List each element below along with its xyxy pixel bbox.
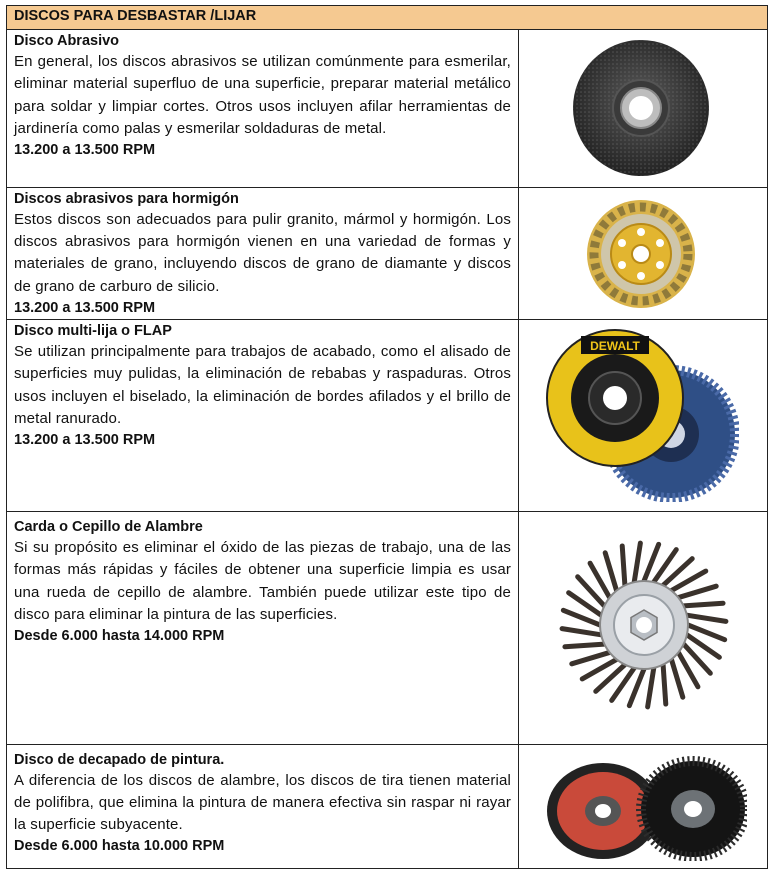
item-title: Disco de decapado de pintura. — [14, 751, 225, 768]
item-description: Si su propósito es eliminar el óxido de las piezas de trabajo, una de las formas más rápidas y fáciles de obtener una superficie limpia es usar una rueda de cepillo de alambre. También puede utilizar este tipo de disco para eliminar la pintura de las superficies. — [14, 539, 511, 623]
item-description: Se utilizan principalmente para trabajos de acabado, como el alisado de superficies muy pulidas, la eliminación de rebabas y raspaduras. Otros usos incluyen el biselado, la eliminación de bordes afilados y el brillo de metal ranurado. — [14, 343, 511, 427]
item-description: Estos discos son adecuados para pulir granito, mármol y hormigón. Los discos abrasivos para hormigón vienen en una variedad de formas y materiales de grano, incluyendo discos de grano de diamante y discos de grano de carburo de silicio. — [14, 210, 511, 295]
wire-bristle — [562, 629, 601, 635]
table-row — [7, 320, 768, 512]
table-title: DISCOS PARA DESBASTAR /LIJAR — [7, 6, 768, 30]
item-text-cell — [7, 187, 519, 319]
item-rpm: 13.200 a 13.500 RPM — [14, 299, 156, 316]
wire-bristle — [565, 644, 604, 647]
wire-bristle — [605, 553, 616, 591]
wire-bristle — [671, 660, 682, 698]
flap-disc-image — [543, 326, 739, 502]
item-image-cell — [519, 320, 768, 512]
item-title: Carda o Cepillo de Alambre — [14, 519, 203, 536]
item-description: A diferencia de los discos de alambre, los discos de tira tienen material de polifibra, que elimina la pintura de manera efectiva sin raspar ni rayar la superficie subyacente. — [14, 771, 511, 834]
wire-bristle — [572, 653, 610, 664]
item-rpm: Desde 6.000 hasta 10.000 RPM — [14, 838, 225, 855]
item-image-cell — [519, 30, 768, 188]
wire-brush-image — [559, 540, 729, 710]
item-title: Discos abrasivos para hormigón — [14, 190, 239, 207]
item-image-cell — [519, 512, 768, 744]
strip-disc-image — [541, 753, 747, 861]
wire-bristle — [678, 586, 716, 597]
item-text-cell — [7, 320, 519, 512]
discs-table — [6, 5, 768, 869]
wire-bristle — [687, 615, 726, 621]
wire-bristle — [648, 668, 654, 707]
table-row — [7, 512, 768, 744]
item-title: Disco Abrasivo — [14, 33, 120, 50]
wire-bristle — [684, 603, 723, 606]
item-text-cell — [7, 744, 519, 868]
abrasive-disc-image — [571, 38, 711, 178]
brand-logo: DEWALT — [590, 339, 640, 354]
item-rpm: 13.200 a 13.500 RPM — [14, 142, 156, 159]
item-text-cell — [7, 512, 519, 744]
cup-wheel-image — [585, 198, 697, 310]
wire-bristle — [634, 543, 640, 582]
table-row — [7, 30, 768, 188]
table-row — [7, 744, 768, 868]
item-title: Disco multi-lija o FLAP — [14, 323, 172, 340]
item-image-cell — [519, 744, 768, 868]
wire-bristle — [663, 665, 666, 704]
item-rpm: 13.200 a 13.500 RPM — [14, 432, 156, 449]
wire-bristle — [622, 546, 625, 585]
item-image-cell — [519, 187, 768, 319]
item-description: En general, los discos abrasivos se utilizan comúnmente para esmerilar, eliminar material superfluo de una superficie, preparar material metálico para soldar y limpiar cortes. Otros usos incluyen afilar herramientas de jardinería como palas y esmerilar soldaduras de metal. — [14, 53, 511, 137]
table-row — [7, 187, 768, 319]
item-text-cell — [7, 30, 519, 188]
item-rpm: Desde 6.000 hasta 14.000 RPM — [14, 628, 225, 645]
